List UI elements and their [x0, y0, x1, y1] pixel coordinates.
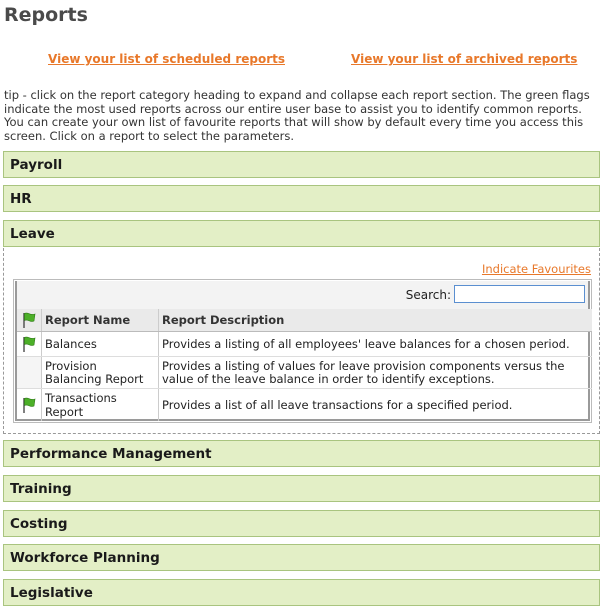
category-workforce-planning[interactable]: Workforce Planning	[3, 544, 600, 571]
report-name[interactable]: Balances	[42, 332, 159, 357]
scheduled-reports-link[interactable]: View your list of scheduled reports	[48, 52, 285, 66]
indicate-favourites-link[interactable]: Indicate Favourites	[481, 262, 591, 276]
flag-cell	[17, 332, 42, 357]
report-description-header[interactable]: Report Description	[159, 309, 593, 332]
report-row-transactions[interactable]	[17, 389, 592, 422]
tip-text: tip - click on the report category heading to expand and collapse each report section. The green flags indicate the most used reports across our entire user base to assist you to identify common reports. You can create your own list of favourite reports that will show by default every time you access this screen. Click on a report to select the parameters.	[4, 88, 590, 143]
category-costing[interactable]: Costing	[3, 510, 600, 537]
report-name-header[interactable]: Report Name	[42, 309, 159, 332]
category-leave[interactable]: Leave	[3, 220, 600, 247]
report-row-balances[interactable]	[17, 332, 592, 357]
green-flag-icon	[21, 335, 37, 353]
green-flag-icon	[21, 311, 37, 329]
table-header	[17, 309, 592, 332]
leave-panel	[3, 248, 600, 434]
report-links	[0, 52, 610, 70]
category-performance-management[interactable]: Performance Management	[3, 440, 600, 467]
flag-cell	[17, 357, 42, 389]
search-bar	[17, 281, 588, 310]
flag-cell	[17, 389, 42, 422]
category-hr[interactable]: HR	[3, 185, 600, 212]
green-flag-icon	[21, 396, 37, 414]
report-name[interactable]: Provision Balancing Report	[42, 357, 159, 389]
report-description[interactable]: Provides a listing of values for leave provision components versus the value of the leave balance in order to identify exceptions.	[159, 357, 593, 389]
category-payroll[interactable]: Payroll	[3, 151, 600, 178]
report-table	[17, 309, 592, 421]
report-description[interactable]: Provides a listing of all employees' leave balances for a chosen period.	[159, 332, 593, 357]
category-legislative[interactable]: Legislative	[3, 579, 600, 606]
report-name[interactable]: Transactions Report	[42, 389, 159, 422]
flag-column-header[interactable]	[17, 309, 42, 332]
report-grid	[13, 279, 592, 423]
report-description[interactable]: Provides a list of all leave transactions for a specified period.	[159, 389, 593, 422]
search-label: Search:	[405, 288, 451, 302]
report-row-provision-balancing[interactable]	[17, 357, 592, 389]
page-title: Reports	[4, 4, 88, 26]
search-input[interactable]	[454, 285, 585, 303]
category-training[interactable]: Training	[3, 475, 600, 502]
archived-reports-link[interactable]: View your list of archived reports	[351, 52, 578, 66]
